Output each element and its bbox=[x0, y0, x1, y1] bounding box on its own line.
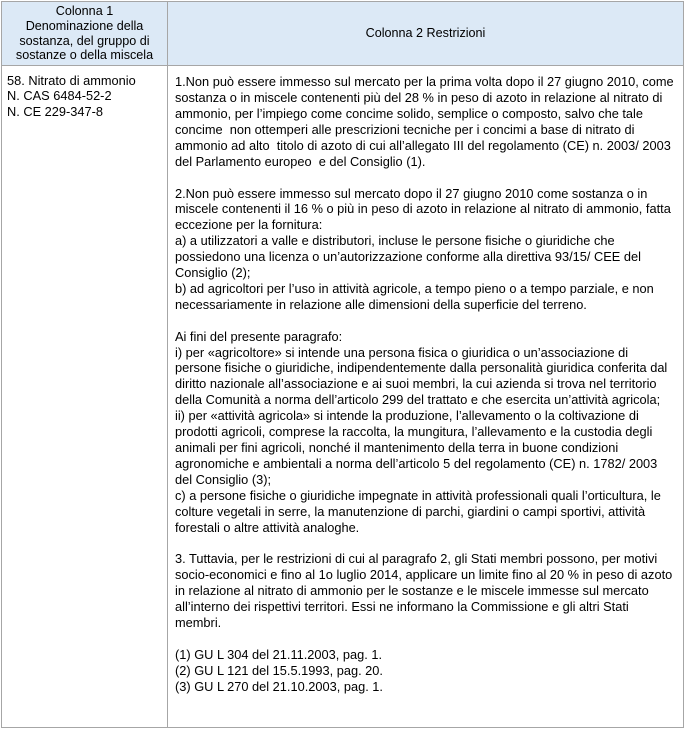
substance-line: N. CE 229-347-8 bbox=[7, 103, 104, 119]
substance-cell bbox=[2, 66, 168, 727]
restriction-line: b) ad agricoltori per l’uso in attività agricole, a tempo pieno o a tempo parziale, e non necessariamente in relazione alle dimensioni della superficie del terreno. bbox=[175, 280, 658, 312]
restriction-line: (3) GU L 270 del 21.10.2003, pag. 1. bbox=[175, 678, 383, 694]
restriction-line: 3. Tuttavia, per le restrizioni di cui al paragrafo 2, gli Stati membri possono, per motivi socio-economici e fino al 1o luglio 2014, applicare un limite fino al 20 % in peso di azoto in relazione al nitrato di ammonio per le sostanze e le miscele immesse sul mercato all’interno dei rispettivi territori. Essi ne informano la Commissione e gli altri Stati membri. bbox=[175, 551, 676, 630]
substance-line: N. CAS 6484-52-2 bbox=[7, 88, 112, 104]
restriction-line: ii) per «attività agricola» si intende la produzione, l’allevamento o la coltivazione di prodotti agricoli, comprese la raccolta, la mungitura, l’allevamento e la custodia degli animali per fini agricoli, nonché il mantenimento della terra in buone condizioni agronomiche e ambientali a norma dell’articolo 5 del regolamento (CE) n. 1782/ 2003 del Consiglio (3); bbox=[175, 408, 661, 487]
restriction-block bbox=[175, 551, 677, 631]
restriction-line: c) a persone fisiche o giuridiche impegnate in attività professionali quali l’orticultura, le colture vegetali in serre, la manutenzione di parchi, giardini o campi sportivi, attività forestali o altre attività analoghe. bbox=[175, 487, 665, 535]
restriction-line: (2) GU L 121 del 15.5.1993, pag. 20. bbox=[175, 662, 383, 678]
restriction-block bbox=[175, 329, 677, 536]
restriction-line: Ai fini del presente paragrafo: bbox=[175, 328, 343, 344]
restriction-block bbox=[175, 647, 677, 695]
restriction-line: (1) GU L 304 del 21.11.2003, pag. 1. bbox=[175, 646, 383, 662]
restriction-line: 2.Non può essere immesso sul mercato dopo il 27 giugno 2010 come sostanza o in miscele contenenti il 16 % o più in peso di azoto in relazione al nitrato di ammonio, fatta eccezione per la fornitura: bbox=[175, 185, 675, 233]
header-col2-title: Colonna 2 Restrizioni bbox=[365, 26, 486, 41]
restrictions-table bbox=[1, 1, 684, 728]
restriction-line: i) per «agricoltore» si intende una persona fisica o giuridica o un’associazione di persone fisiche o giuridiche, indipendentemente dalla personalità giuridica conferita dal diritto nazionale all’associazione e ai suoi membri, la cui azienda si trova nel territorio della Comunità a norma dell’articolo 299 del trattato e che esercita un’attività agricola; bbox=[175, 344, 671, 408]
restriction-line: a) a utilizzatori a valle e distributori, incluse le persone fisiche o giuridiche che possiedono una licenza o un’autorizzazione conforme alla direttiva 93/15/ CEE del Consiglio (2); bbox=[175, 233, 645, 281]
header-col1 bbox=[2, 2, 168, 65]
restriction-line: 1.Non può essere immesso sul mercato per la prima volta dopo il 27 giugno 2010, come sostanza o in miscele contenenti più del 28 % in peso di azoto in relazione al nitrato di ammonio, per l’impiego come concime solido, semplice o composto, salvo che tale concime non ottemperi alle prescrizioni tecniche per i concimi a base di nitrato di ammonio ad alto titolo di azoto di cui all’allegato III del regolamento (CE) n. 2003/ 2003 del Parlamento europeo e del Consiglio (1). bbox=[175, 74, 678, 169]
table-header-row bbox=[2, 2, 683, 66]
header-col1-subtitle: Denominazione della sostanza, del gruppo di sostanze o della miscela bbox=[15, 18, 154, 63]
restriction-block bbox=[175, 74, 677, 169]
substance-line: 58. Nitrato di ammonio bbox=[7, 73, 136, 89]
header-col1-title: Colonna 1 bbox=[55, 4, 114, 18]
table-body-row bbox=[2, 66, 683, 727]
header-col2 bbox=[168, 2, 683, 65]
restriction-block bbox=[175, 186, 677, 313]
restrictions-cell bbox=[168, 66, 683, 727]
